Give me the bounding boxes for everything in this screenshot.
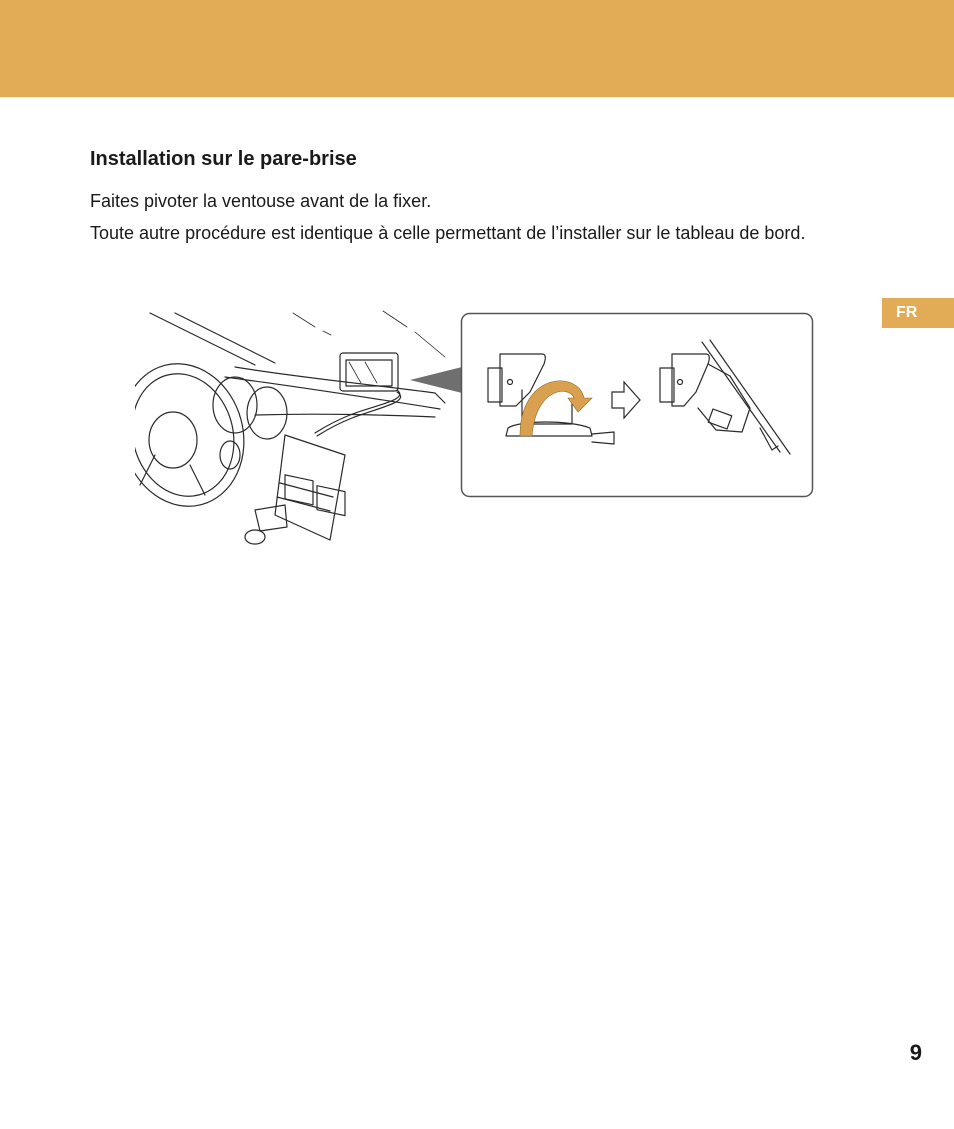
language-tab: FR — [882, 298, 954, 328]
header-band — [0, 0, 954, 97]
section-body — [90, 186, 870, 249]
paragraph: Toute autre procédure est identique à celle permettant de l’installer sur le tableau de bord. — [90, 222, 806, 243]
section-heading: Installation sur le pare-brise — [90, 148, 357, 170]
car-dashboard-illustration — [135, 305, 475, 555]
suction-mount-rotation-illustration — [460, 312, 814, 498]
page-number: 9 — [909, 1040, 922, 1065]
paragraph: Faites pivoter la ventouse avant de la fixer. — [90, 191, 432, 211]
